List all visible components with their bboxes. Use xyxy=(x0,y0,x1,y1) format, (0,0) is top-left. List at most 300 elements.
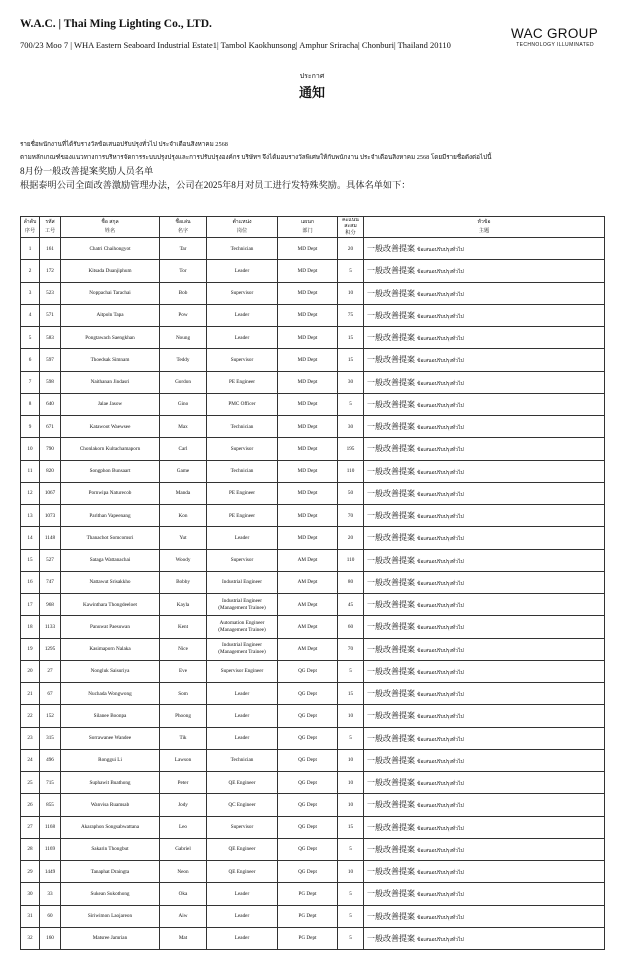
employee-id: 583 xyxy=(40,327,61,349)
employee-score: 75 xyxy=(338,304,364,326)
header-name xyxy=(61,217,160,238)
company-address: 700/23 Moo 7 | WHA Eastern Seaboard Industrial Estate1| Tambol Kaokhunsong| Amphur Sriracha| Chonburi| Thailand 20110 xyxy=(20,40,451,50)
table-row xyxy=(21,393,605,415)
topic-chinese: 一般改善提案 xyxy=(367,600,415,610)
topic-thai: ข้อเสนอปรับปรุงทั่วไป xyxy=(417,559,464,565)
employee-score: 30 xyxy=(338,371,364,393)
employee-name: Chonlakorn Kultachamaporn xyxy=(61,438,160,460)
employee-name: Akaraphon Songsabwattana xyxy=(61,816,160,838)
employee-score: 5 xyxy=(338,260,364,282)
row-number: 28 xyxy=(21,838,40,860)
table-row xyxy=(21,549,605,571)
employee-id: 1133 xyxy=(40,616,61,638)
row-number: 1 xyxy=(21,238,40,260)
employee-position: Leader xyxy=(207,905,278,927)
employee-nickname: Kent xyxy=(160,616,207,638)
employee-nickname: Manda xyxy=(160,482,207,504)
employee-name: Kawinthara Thongdeeloet xyxy=(61,594,160,616)
topic-thai: ข้อเสนอปรับปรุงทั่วไป xyxy=(417,292,464,298)
topic-thai: ข้อเสนอปรับปรุงทั่วไป xyxy=(417,581,464,587)
employee-position: Technician xyxy=(207,749,278,771)
header-no-thai: ลำดับ xyxy=(23,219,37,225)
row-number: 18 xyxy=(21,616,40,638)
row-number: 17 xyxy=(21,594,40,616)
employee-position: PE Engineer xyxy=(207,371,278,393)
employee-id: 597 xyxy=(40,349,61,371)
topic-thai: ข้อเสนอปรับปรุงทั่วไป xyxy=(417,804,464,810)
row-number: 19 xyxy=(21,638,40,660)
topic-thai: ข้อเสนอปรับปรุงทั่วไป xyxy=(417,737,464,743)
employee-department: QG Dept xyxy=(278,772,338,794)
position-line-2: (Management Trainee) xyxy=(218,649,266,656)
topic-thai: ข้อเสนอปรับปรุงทั่วไป xyxy=(417,470,464,476)
employee-name: Wanvisa Ruamsab xyxy=(61,794,160,816)
employee-position: Leader xyxy=(207,683,278,705)
employee-nickname: Tor xyxy=(160,260,207,282)
employee-id: 1073 xyxy=(40,505,61,527)
announcement-title-chinese: 通知 xyxy=(298,85,325,100)
table-row xyxy=(21,594,605,616)
row-number: 4 xyxy=(21,304,40,326)
employee-position: PE Engineer xyxy=(207,505,278,527)
topic-cell xyxy=(364,794,605,816)
table-row xyxy=(21,749,605,771)
employee-score: 10 xyxy=(338,772,364,794)
employee-name: Katawoot Waewsee xyxy=(61,416,160,438)
row-number: 21 xyxy=(21,683,40,705)
topic-chinese: 一般改善提案 xyxy=(367,800,415,810)
employee-name: Matsree Jamrian xyxy=(61,927,160,949)
topic-chinese: 一般改善提案 xyxy=(367,778,415,788)
topic-chinese: 一般改善提案 xyxy=(367,444,415,454)
employee-nickname: Lawson xyxy=(160,749,207,771)
topic-cell xyxy=(364,549,605,571)
employee-id: 968 xyxy=(40,594,61,616)
employee-department: PG Dept xyxy=(278,927,338,949)
employee-id: 1148 xyxy=(40,527,61,549)
employee-score: 5 xyxy=(338,883,364,905)
employee-name: Tanaphat Draingta xyxy=(61,861,160,883)
topic-cell xyxy=(364,927,605,949)
employee-name: Sukean Sukothong xyxy=(61,883,160,905)
topic-chinese: 一般改善提案 xyxy=(367,355,415,365)
header-department-cn: 部门 xyxy=(302,228,313,234)
row-number: 20 xyxy=(21,660,40,682)
employee-id: 527 xyxy=(40,549,61,571)
topic-chinese: 一般改善提案 xyxy=(367,577,415,587)
table-row xyxy=(21,327,605,349)
employee-score: 15 xyxy=(338,683,364,705)
employee-department: MD Dept xyxy=(278,238,338,260)
employee-nickname: Tik xyxy=(160,727,207,749)
employee-name: Songphon Bunsaart xyxy=(61,460,160,482)
table-row xyxy=(21,683,605,705)
employee-id: 27 xyxy=(40,660,61,682)
employee-department: MD Dept xyxy=(278,438,338,460)
topic-thai: ข้อเสนอปรับปรุงทั่วไป xyxy=(417,626,464,632)
topic-thai: ข้อเสนอปรับปรุงทั่วไป xyxy=(417,448,464,454)
topic-cell xyxy=(364,905,605,927)
employee-department: QG Dept xyxy=(278,705,338,727)
row-number: 7 xyxy=(21,371,40,393)
employee-id: 715 xyxy=(40,772,61,794)
employee-score: 5 xyxy=(338,393,364,415)
table-row xyxy=(21,238,605,260)
employee-department: QG Dept xyxy=(278,660,338,682)
header-department xyxy=(278,217,338,238)
topic-chinese: 一般改善提案 xyxy=(367,399,415,409)
employee-position: PE Engineer xyxy=(207,482,278,504)
table-row xyxy=(21,705,605,727)
employee-id: 160 xyxy=(40,927,61,949)
employee-nickname: Max xyxy=(160,416,207,438)
employee-name: Pornwipa Naturecob xyxy=(61,482,160,504)
topic-chinese: 一般改善提案 xyxy=(367,511,415,521)
row-number: 25 xyxy=(21,772,40,794)
employee-name: Sataga Wattanachai xyxy=(61,549,160,571)
employee-position: Supervisor Engineer xyxy=(207,660,278,682)
employee-department: MD Dept xyxy=(278,416,338,438)
topic-chinese: 一般改善提案 xyxy=(367,911,415,921)
employee-position: Leader xyxy=(207,327,278,349)
table-row xyxy=(21,438,605,460)
employee-department: MD Dept xyxy=(278,371,338,393)
employee-department: QG Dept xyxy=(278,683,338,705)
employee-position: Supervisor xyxy=(207,349,278,371)
topic-cell xyxy=(364,816,605,838)
table-row xyxy=(21,571,605,593)
header-id-thai: รหัส xyxy=(45,219,55,225)
employee-score: 5 xyxy=(338,838,364,860)
employee-department: AM Dept xyxy=(278,616,338,638)
employee-department: PG Dept xyxy=(278,883,338,905)
employee-nickname: Gino xyxy=(160,393,207,415)
employee-nickname: Teddy xyxy=(160,349,207,371)
table-row xyxy=(21,460,605,482)
topic-chinese: 一般改善提案 xyxy=(367,488,415,498)
header-score xyxy=(338,217,364,238)
employee-nickname: Noung xyxy=(160,327,207,349)
employee-nickname: Peter xyxy=(160,772,207,794)
employee-name: Aitpoln Tapa xyxy=(61,304,160,326)
topic-cell xyxy=(364,393,605,415)
employee-nickname: Leo xyxy=(160,816,207,838)
employee-department: AM Dept xyxy=(278,594,338,616)
topic-thai: ข้อเสนอปรับปรุงทั่วไป xyxy=(417,248,464,254)
topic-chinese: 一般改善提案 xyxy=(367,755,415,765)
announcement-title-thai: ประกาศ xyxy=(299,72,325,80)
topic-thai: ข้อเสนอปรับปรุงทั่วไป xyxy=(417,314,464,320)
topic-cell xyxy=(364,660,605,682)
table-row xyxy=(21,505,605,527)
table-row xyxy=(21,349,605,371)
employee-name: Thoedsak Simnam xyxy=(61,349,160,371)
employee-id: 60 xyxy=(40,905,61,927)
employee-department: QG Dept xyxy=(278,794,338,816)
row-number: 13 xyxy=(21,505,40,527)
employee-position: Supervisor xyxy=(207,816,278,838)
topic-chinese: 一般改善提案 xyxy=(367,266,415,276)
employee-position: Leader xyxy=(207,260,278,282)
employee-name: Sorrawanee Wandee xyxy=(61,727,160,749)
header-topic-cn: 主题 xyxy=(478,228,490,234)
topic-cell xyxy=(364,482,605,504)
topic-chinese: 一般改善提案 xyxy=(367,844,415,854)
employee-nickname: Som xyxy=(160,683,207,705)
row-number: 27 xyxy=(21,816,40,838)
table-row xyxy=(21,371,605,393)
employee-department: MD Dept xyxy=(278,260,338,282)
row-number: 16 xyxy=(21,571,40,593)
employee-position: PMC Officer xyxy=(207,393,278,415)
topic-cell xyxy=(364,327,605,349)
table-row xyxy=(21,861,605,883)
row-number: 2 xyxy=(21,260,40,282)
employee-department: MD Dept xyxy=(278,527,338,549)
employee-position: Leader xyxy=(207,705,278,727)
employee-name: Sakarin Thongbut xyxy=(61,838,160,860)
employee-nickname: Carl xyxy=(160,438,207,460)
employee-position: QE Engineer xyxy=(207,861,278,883)
employee-name: Ronggui Li xyxy=(61,749,160,771)
table-row xyxy=(21,883,605,905)
table-row xyxy=(21,816,605,838)
row-number: 8 xyxy=(21,393,40,415)
employee-nickname: Kayla xyxy=(160,594,207,616)
topic-thai: ข้อเสนอปรับปรุงทั่วไป xyxy=(417,515,464,521)
topic-thai: ข้อเสนอปรับปรุงทั่วไป xyxy=(417,826,464,832)
employee-id: 1169 xyxy=(40,838,61,860)
employee-id: 1168 xyxy=(40,816,61,838)
row-number: 22 xyxy=(21,705,40,727)
employee-nickname: Pow xyxy=(160,304,207,326)
employee-name: Suphawit Buathong xyxy=(61,772,160,794)
employee-department: MD Dept xyxy=(278,304,338,326)
header-nickname-thai: ชื่อเล่น xyxy=(175,219,191,225)
employee-nickname: Yut xyxy=(160,527,207,549)
employee-name: Silanee Boonpa xyxy=(61,705,160,727)
position-line-2: (Management Trainee) xyxy=(218,604,266,611)
row-number: 24 xyxy=(21,749,40,771)
topic-thai: ข้อเสนอปรับปรุงทั่วไป xyxy=(417,359,464,365)
employee-id: 1449 xyxy=(40,861,61,883)
topic-thai: ข้อเสนอปรับปรุงทั่วไป xyxy=(417,426,464,432)
employee-position: Technician xyxy=(207,416,278,438)
employee-position xyxy=(207,638,278,660)
header-score-thai-sub: สะสม xyxy=(344,223,357,229)
employee-department: MD Dept xyxy=(278,482,338,504)
employee-score: 5 xyxy=(338,727,364,749)
header-position xyxy=(207,217,278,238)
header-position-cn: 岗位 xyxy=(236,228,248,234)
employee-position: QE Engineer xyxy=(207,838,278,860)
topic-chinese: 一般改善提案 xyxy=(367,711,415,721)
employee-score: 50 xyxy=(338,482,364,504)
topic-cell xyxy=(364,371,605,393)
table-row xyxy=(21,527,605,549)
position-line-1: Industrial Engineer xyxy=(222,597,262,604)
employee-name: Thanachot Somcomsri xyxy=(61,527,160,549)
employee-nickname: Woody xyxy=(160,549,207,571)
employee-position: Leader xyxy=(207,927,278,949)
table-row xyxy=(21,482,605,504)
employee-name: Nattawut Srisakkho xyxy=(61,571,160,593)
topic-cell xyxy=(364,416,605,438)
employee-id: 172 xyxy=(40,260,61,282)
employee-id: 571 xyxy=(40,304,61,326)
table-row xyxy=(21,838,605,860)
employee-department: AM Dept xyxy=(278,638,338,660)
row-number: 29 xyxy=(21,861,40,883)
intro-thai-line-1: รายชื่อพนักงานที่ได้รับรางวัลข้อเสนอปรับปรุงทั่วไป ประจำเดือนสิงหาคม 2568 xyxy=(20,141,228,148)
header-id xyxy=(40,217,61,238)
topic-cell xyxy=(364,638,605,660)
topic-chinese: 一般改善提案 xyxy=(367,533,415,543)
employee-department: MD Dept xyxy=(278,282,338,304)
employee-id: 315 xyxy=(40,727,61,749)
header-nickname xyxy=(160,217,207,238)
employee-id: 161 xyxy=(40,238,61,260)
topic-cell xyxy=(364,505,605,527)
table-row xyxy=(21,660,605,682)
position-line-2: (Management Trainee) xyxy=(218,626,266,633)
header-position-thai: ตำแหน่ง xyxy=(232,219,252,225)
topic-chinese: 一般改善提案 xyxy=(367,288,415,298)
topic-chinese: 一般改善提案 xyxy=(367,822,415,832)
employee-position: Supervisor xyxy=(207,549,278,571)
employee-id: 1067 xyxy=(40,482,61,504)
topic-thai: ข้อเสนอปรับปรุงทั่วไป xyxy=(417,715,464,721)
header-topic-thai: หัวข้อ xyxy=(477,219,491,225)
row-number: 32 xyxy=(21,927,40,949)
employee-name: Jalae Jasow xyxy=(61,393,160,415)
employee-position: Industrial Engineer xyxy=(207,571,278,593)
employee-score: 5 xyxy=(338,660,364,682)
topic-chinese: 一般改善提案 xyxy=(367,422,415,432)
employee-name: Panuwat Paesuwan xyxy=(61,616,160,638)
employee-id: 790 xyxy=(40,438,61,460)
topic-chinese: 一般改善提案 xyxy=(367,889,415,899)
table-row xyxy=(21,927,605,949)
row-number: 9 xyxy=(21,416,40,438)
employee-position: Technician xyxy=(207,460,278,482)
topic-thai: ข้อเสนอปรับปรุงทั่วไป xyxy=(417,782,464,788)
row-number: 15 xyxy=(21,549,40,571)
table-row xyxy=(21,727,605,749)
employee-score: 15 xyxy=(338,327,364,349)
employee-nickname: Bob xyxy=(160,282,207,304)
topic-chinese: 一般改善提案 xyxy=(367,466,415,476)
employee-nickname: Oka xyxy=(160,883,207,905)
table-row xyxy=(21,638,605,660)
topic-cell xyxy=(364,304,605,326)
employee-score: 195 xyxy=(338,438,364,460)
topic-thai: ข้อเสนอปรับปรุงทั่วไป xyxy=(417,848,464,854)
employee-position: Leader xyxy=(207,883,278,905)
row-number: 11 xyxy=(21,460,40,482)
topic-chinese: 一般改善提案 xyxy=(367,244,415,254)
employee-name: Parithan Vapeenang xyxy=(61,505,160,527)
employee-id: 820 xyxy=(40,460,61,482)
employee-name: Siriwimon Laojareon xyxy=(61,905,160,927)
table-row xyxy=(21,905,605,927)
topic-cell xyxy=(364,705,605,727)
position-line-1: Industrial Engineer xyxy=(222,642,262,649)
employee-nickname: Aiw xyxy=(160,905,207,927)
employee-nickname: Mat xyxy=(160,927,207,949)
employee-name: Naithanan Jindasri xyxy=(61,371,160,393)
employee-score: 5 xyxy=(338,905,364,927)
employee-department: MD Dept xyxy=(278,393,338,415)
topic-cell xyxy=(364,594,605,616)
topic-thai: ข้อเสนอปรับปรุงทั่วไป xyxy=(417,937,464,943)
topic-chinese: 一般改善提案 xyxy=(367,333,415,343)
header-no-cn: 序号 xyxy=(24,228,36,234)
employee-score: 70 xyxy=(338,638,364,660)
logo-wordmark: WAC GROUP xyxy=(511,26,598,41)
employee-position: Leader xyxy=(207,527,278,549)
employee-name: Chatri Chaihongyot xyxy=(61,238,160,260)
row-number: 30 xyxy=(21,883,40,905)
table-header-row xyxy=(21,217,605,238)
employee-score: 10 xyxy=(338,705,364,727)
employee-nickname: Neon xyxy=(160,861,207,883)
employee-id: 1295 xyxy=(40,638,61,660)
topic-thai: ข้อเสนอปรับปรุงทั่วไป xyxy=(417,693,464,699)
employee-position xyxy=(207,594,278,616)
employee-score: 10 xyxy=(338,749,364,771)
header-name-cn: 姓名 xyxy=(104,228,116,234)
employee-score: 60 xyxy=(338,616,364,638)
topic-thai: ข้อเสนอปรับปรุงทั่วไป xyxy=(417,337,464,343)
employee-score: 10 xyxy=(338,282,364,304)
row-number: 14 xyxy=(21,527,40,549)
position-line-1: Automation Engineer xyxy=(219,619,265,626)
employee-id: 598 xyxy=(40,371,61,393)
topic-thai: ข้อเสนอปรับปรุงทั่วไป xyxy=(417,492,464,498)
table-row xyxy=(21,616,605,638)
employee-id: 67 xyxy=(40,683,61,705)
employee-name: Nuchada Wongwong xyxy=(61,683,160,705)
employee-score: 15 xyxy=(338,349,364,371)
employee-score: 80 xyxy=(338,571,364,593)
topic-chinese: 一般改善提案 xyxy=(367,310,415,320)
employee-score: 45 xyxy=(338,594,364,616)
topic-chinese: 一般改善提案 xyxy=(367,644,415,654)
employee-nickname: Tar xyxy=(160,238,207,260)
award-table xyxy=(20,216,605,950)
employee-nickname: Nice xyxy=(160,638,207,660)
topic-thai: ข้อเสนอปรับปรุงทั่วไป xyxy=(417,670,464,676)
employee-department: QG Dept xyxy=(278,727,338,749)
topic-cell xyxy=(364,438,605,460)
employee-score: 15 xyxy=(338,816,364,838)
table-row xyxy=(21,416,605,438)
topic-cell xyxy=(364,571,605,593)
employee-score: 110 xyxy=(338,549,364,571)
employee-nickname: Gabriel xyxy=(160,838,207,860)
employee-id: 523 xyxy=(40,282,61,304)
employee-id: 855 xyxy=(40,794,61,816)
topic-cell xyxy=(364,772,605,794)
company-name: W.A.C. | Thai Ming Lighting Co., LTD. xyxy=(20,18,212,30)
employee-name: Pongtawach Saengkhan xyxy=(61,327,160,349)
topic-cell xyxy=(364,727,605,749)
row-number: 12 xyxy=(21,482,40,504)
employee-department: MD Dept xyxy=(278,460,338,482)
employee-position: QC Engineer xyxy=(207,794,278,816)
row-number: 3 xyxy=(21,282,40,304)
